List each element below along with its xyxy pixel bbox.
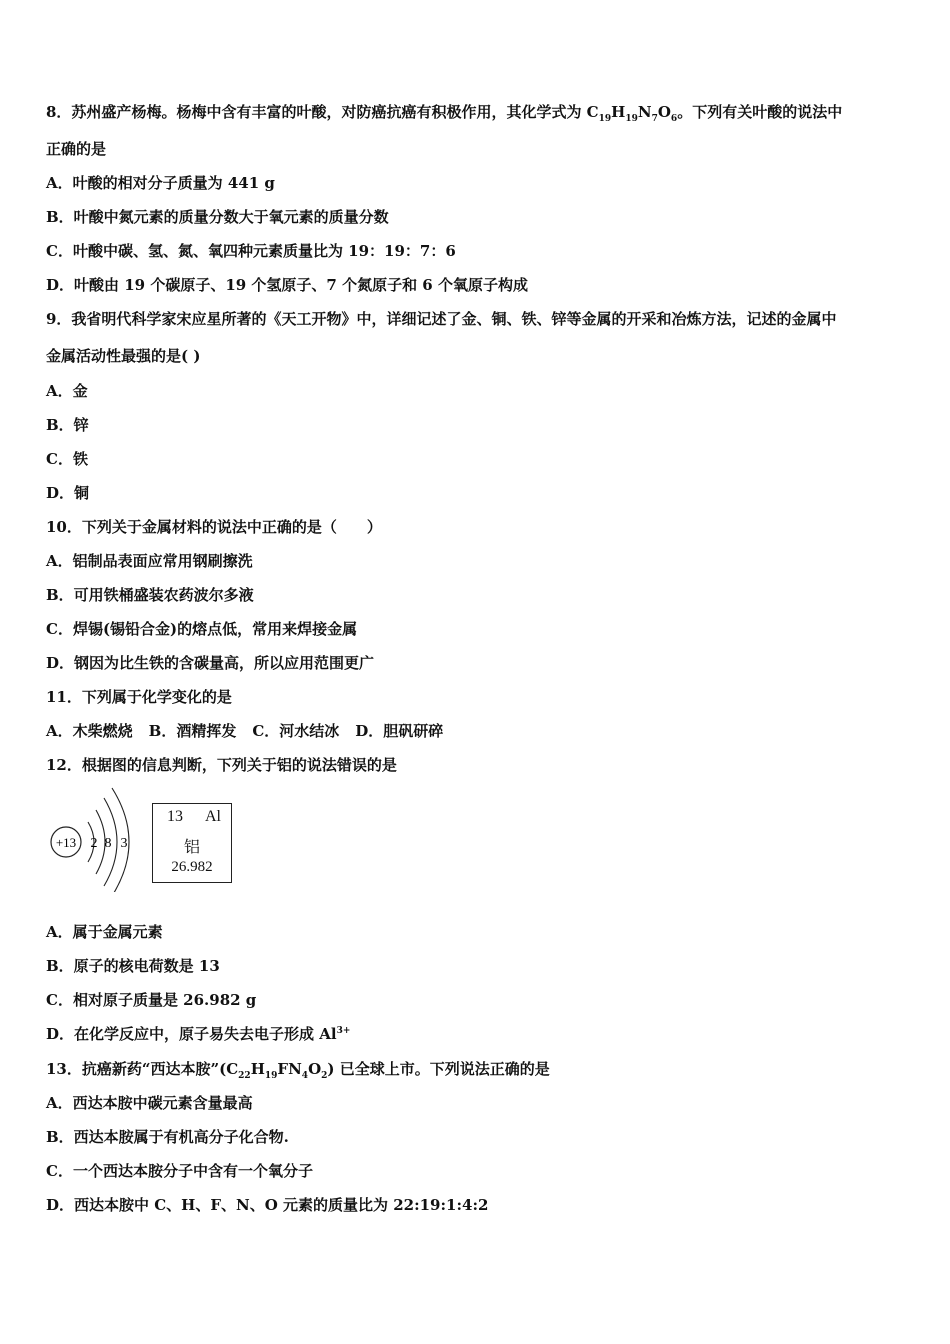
q9-option-a: A．金 xyxy=(46,382,88,400)
q13-option-a: A．西达本胺中碳元素含量最高 xyxy=(46,1094,253,1112)
q12-option-a: A．属于金属元素 xyxy=(46,923,163,941)
q9-stem-line1: 9．我省明代科学家宋应星所著的《天工开物》中，详细记述了金、铜、铁、锌等金属的开采和冶炼方法，记述的金属中 xyxy=(46,310,837,328)
q8-option-c: C．叶酸中碳、氢、氮、氧四种元素质量比为 19：19：7：6 xyxy=(46,242,456,260)
q10-option-b: B．可用铁桶盛装农药波尔多液 xyxy=(46,586,254,604)
q8-stem-line1: 8．苏州盛产杨梅。杨梅中含有丰富的叶酸，对防癌抗癌有积极作用，其化学式为 $C_{19}H_{19}N_7O_6$。下列有关叶酸的说法中 xyxy=(46,103,843,124)
q11-option-a: A．木柴燃烧 xyxy=(46,722,133,740)
element-atomic-mass: 26.982 xyxy=(171,859,213,875)
q10-option-c: C．焊锡(锡铅合金)的熔点低，常用来焊接金属 xyxy=(46,620,358,638)
q9-option-c: C．铁 xyxy=(46,450,88,468)
q9-option-b: B．锌 xyxy=(46,416,89,434)
q9-option-d: D．铜 xyxy=(46,484,90,502)
q8-option-d: D．叶酸由 19 个碳原子、19 个氢原子、7 个氮原子和 6 个氧原子构成 xyxy=(46,276,528,294)
q11-option-d: D．胆矾研碎 xyxy=(355,722,444,740)
q10-option-a: A．铝制品表面应常用钢刷擦洗 xyxy=(46,552,253,570)
q13-stem: 13．抗癌新药“西达本胺$”(C_{22}H_{19}FN_4O_2)$ 已全球上市。下列说法正确的是 xyxy=(46,1060,550,1081)
q12-option-c: C．相对原子质量是 26.982 g xyxy=(46,991,257,1009)
q11-option-b: B．酒精挥发 xyxy=(148,722,237,740)
q10-option-d: D．钢因为比生铁的含碳量高，所以应用范围更广 xyxy=(46,654,375,672)
nucleus-charge: +13 xyxy=(55,835,77,850)
q8-option-a: A．叶酸的相对分子质量为 441 g xyxy=(46,174,275,192)
shell-electrons-2: 8 xyxy=(104,836,112,851)
element-atomic-number: 13 xyxy=(167,808,183,825)
q11-options-row xyxy=(46,721,459,741)
q12-stem: 12．根据图的信息判断，下列关于铝的说法错误的是 xyxy=(46,756,397,774)
q11-stem: 11．下列属于化学变化的是 xyxy=(46,688,232,706)
q13-option-b: B．西达本胺属于有机高分子化合物. xyxy=(46,1128,289,1146)
q11-option-c: C．河水结冰 xyxy=(252,722,340,740)
q13-option-c: C．一个西达本胺分子中含有一个氧分子 xyxy=(46,1162,313,1180)
q9-stem-line2: 金属活动性最强的是( ) xyxy=(46,347,201,365)
q8-stem-line2: 正确的是 xyxy=(46,140,107,158)
element-symbol: Al xyxy=(205,808,221,825)
shell-electrons-3: 3 xyxy=(120,836,128,851)
q12-option-d: D．在化学反应中，原子易失去电子形成 $Al^{3+}$ xyxy=(46,1025,351,1043)
q13-option-d: D．西达本胺中 C、H、F、N、O 元素的质量比为 22:19:1:4:2 xyxy=(46,1196,489,1214)
q10-stem: 10．下列关于金属材料的说法中正确的是（ ） xyxy=(46,518,382,536)
q8-option-b: B．叶酸中氮元素的质量分数大于氧元素的质量分数 xyxy=(46,208,389,226)
q12-option-b: B．原子的核电荷数是 13 xyxy=(46,957,220,975)
element-name: 铝 xyxy=(183,837,200,856)
periodic-element-card xyxy=(152,803,232,883)
shell-electrons-1: 2 xyxy=(90,836,98,851)
